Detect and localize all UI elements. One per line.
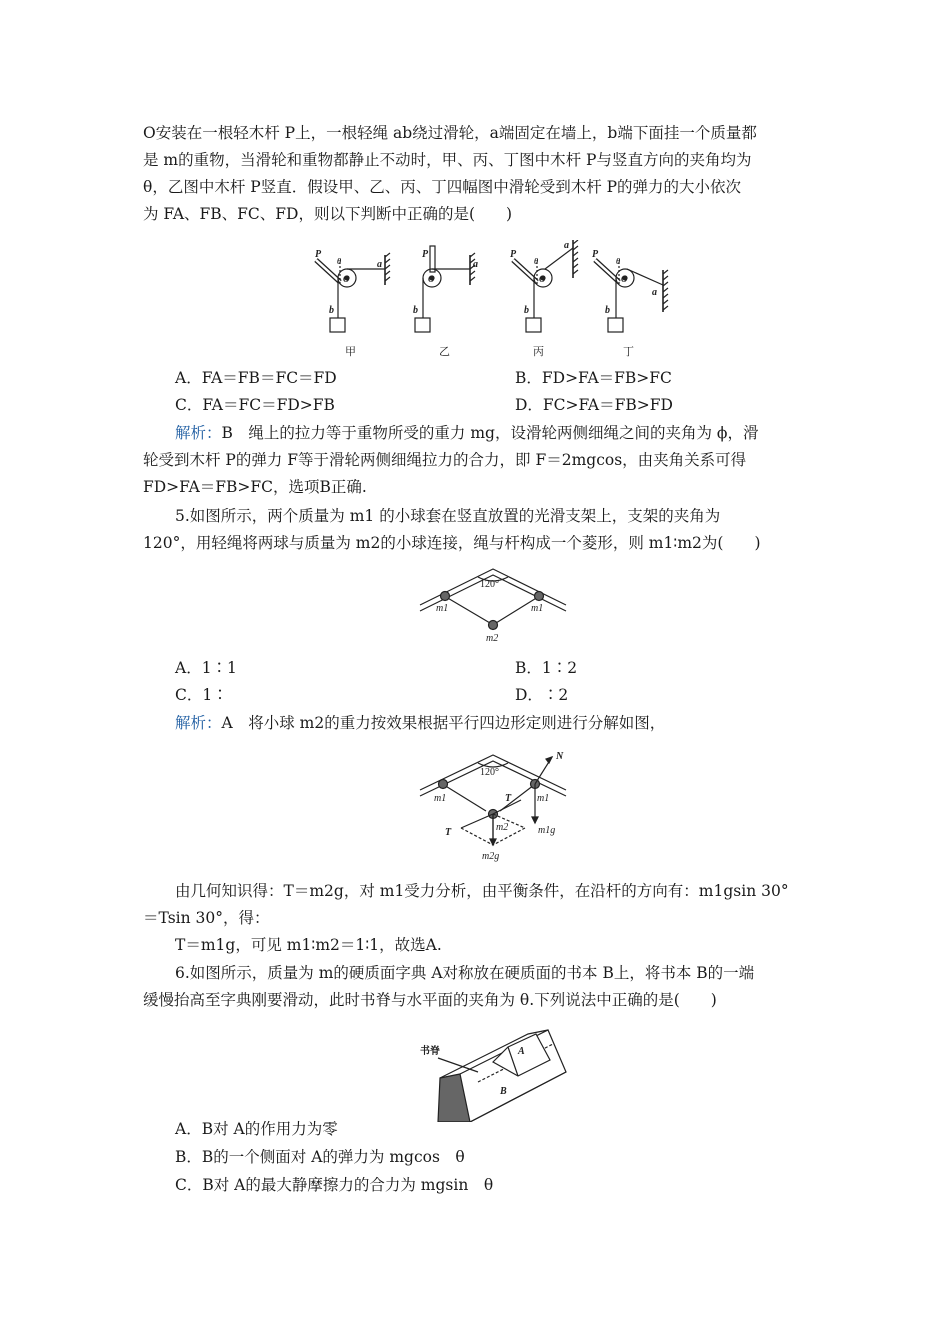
- q5-force-figure: [418, 745, 588, 865]
- bing-label-O: O: [539, 274, 546, 284]
- q5-label-m1-right: m1: [531, 603, 544, 614]
- caption-jia: 甲: [345, 346, 356, 358]
- jia-label-O: O: [343, 274, 350, 284]
- ding-label-theta: θ: [616, 257, 621, 266]
- q6-option-c: C．B对 A的最大静摩擦力的合力为 mgsin θ: [175, 1176, 494, 1194]
- q4-option-c: C．FA＝FC＝FD>FB: [175, 396, 335, 414]
- caption-ding: 丁: [623, 346, 634, 358]
- ding-label-a: a: [652, 287, 657, 298]
- jia-label-P: P: [315, 249, 322, 260]
- q5-option-d: D．∶2: [515, 686, 569, 704]
- q5-option-b: B．1∶2: [515, 659, 578, 677]
- label-T-upper: T: [505, 793, 512, 804]
- q5-stem-line-1: 5.如图所示，两个质量为 m1 的小球套在竖直放置的光滑支架上，支架的夹角为: [175, 507, 721, 525]
- q5-analysis-text-1: A 将小球 m2的重力按效果根据平行四边形定则进行分解如图，: [221, 714, 666, 732]
- q6-option-a: A．B对 A的作用力为零: [175, 1120, 338, 1138]
- analysis-label: 解析：: [175, 424, 222, 442]
- diagram-ding: [595, 260, 668, 332]
- q6-option-b: B．B的一个侧面对 A的弹力为 mgcos θ: [175, 1148, 465, 1166]
- jia-label-b: b: [329, 305, 334, 316]
- q4-stem-line-3: θ，乙图中木杆 P竖直．假设甲、乙、丙、丁四幅图中滑轮受到木杆 P的弹力的大小依次: [143, 178, 742, 196]
- label-spine: 书脊: [420, 1046, 440, 1057]
- label-m2g: m2g: [482, 851, 500, 862]
- yi-label-b: b: [413, 305, 418, 316]
- q4-stem-line-4: 为 FA、FB、FC、FD，则以下判断中正确的是( ): [143, 205, 513, 223]
- q6-stem-line-2: 缓慢抬高至字典刚要滑动，此时书脊与水平面的夹角为 θ.下列说法中正确的是( ): [143, 991, 717, 1009]
- label-A: A: [518, 1046, 525, 1057]
- q6-stem-line-1: 6.如图所示，质量为 m的硬质面字典 A对称放在硬质面的书本 B上，将书本 B的一端: [175, 964, 755, 982]
- q4-analysis-line-2: 轮受到木杆 P的弹力 F等于滑轮两侧细绳拉力的合力，即 F＝2mgcos，由夹角关系可得: [143, 451, 747, 469]
- diagram-bing: [513, 240, 578, 332]
- label-T-lower: T: [445, 827, 452, 838]
- jia-label-a: a: [377, 259, 382, 270]
- q4-stem-line-2: 是 m的重物，当滑轮和重物都静止不动时，甲、丙、丁图中木杆 P与竖直方向的夹角均为: [143, 151, 752, 169]
- ding-label-P: P: [592, 249, 599, 260]
- q5-analysis-line-2: 由几何知识得：T＝m2g，对 m1受力分析，由平衡条件，在沿杆的方向有：m1gsin 30°: [175, 882, 789, 900]
- bing-label-a: a: [564, 240, 569, 251]
- q4-analysis-text-1: B 绳上的拉力等于重物所受的重力 mg，设滑轮两侧细绳之间的夹角为 ϕ，滑: [221, 424, 759, 442]
- q5-angle-label: 120°: [480, 579, 499, 590]
- q4-option-a: A．FA＝FB＝FC＝FD: [175, 369, 337, 387]
- q4-option-b: B．FD>FA＝FB>FC: [515, 369, 672, 387]
- caption-bing: 丙: [533, 346, 544, 358]
- q5-label-m1-left: m1: [436, 603, 449, 614]
- q5-analysis-line-1: [175, 712, 665, 734]
- q4-option-d: D．FC>FA＝FB>FD: [515, 396, 673, 414]
- q5-force-m1-left: m1: [434, 793, 447, 804]
- q4-pulley-figure: [305, 240, 685, 365]
- q5-option-a: A．1∶1: [175, 659, 237, 677]
- yi-label-O: O: [428, 274, 435, 284]
- label-N: N: [556, 751, 564, 762]
- caption-yi: 乙: [439, 346, 450, 358]
- q5-stem-line-2: 120°，用轻绳将两球与质量为 m2的小球连接，绳与杆构成一个菱形，则 m1∶m2为( ): [143, 534, 761, 552]
- q5-force-m2: m2: [496, 822, 509, 833]
- q5-analysis-line-3: ＝Tsin 30°，得：: [143, 909, 270, 927]
- q6-book-figure: [418, 1022, 588, 1122]
- label-B: B: [500, 1086, 507, 1097]
- jia-label-theta: θ: [337, 257, 342, 266]
- label-m1g: m1g: [538, 825, 556, 836]
- q5-analysis-line-4: T＝m1g，可见 m1∶m2＝1∶1，故选A.: [175, 936, 442, 954]
- q5-force-m1-right: m1: [537, 793, 550, 804]
- q5-rhombus-figure: [418, 565, 568, 645]
- bing-label-P: P: [510, 249, 517, 260]
- q4-stem-line-1: O安装在一根轻木杆 P上，一根轻绳 ab绕过滑轮，a端固定在墙上，b端下面挂一个质量都: [143, 124, 757, 142]
- yi-label-a: a: [473, 259, 478, 270]
- bing-label-b: b: [524, 305, 529, 316]
- q4-analysis-line-3: FD>FA＝FB>FC，选项B正确.: [143, 478, 367, 496]
- bing-label-theta: θ: [534, 257, 539, 266]
- q4-analysis-line-1: [175, 422, 758, 444]
- q5-option-c: C．1∶: [175, 686, 228, 704]
- q5-force-angle-label: 120°: [480, 767, 499, 778]
- analysis-label: 解析：: [175, 714, 222, 732]
- q5-label-m2: m2: [486, 633, 499, 644]
- ding-label-b: b: [605, 305, 610, 316]
- ding-label-O: O: [621, 274, 628, 284]
- yi-label-P: P: [422, 249, 429, 260]
